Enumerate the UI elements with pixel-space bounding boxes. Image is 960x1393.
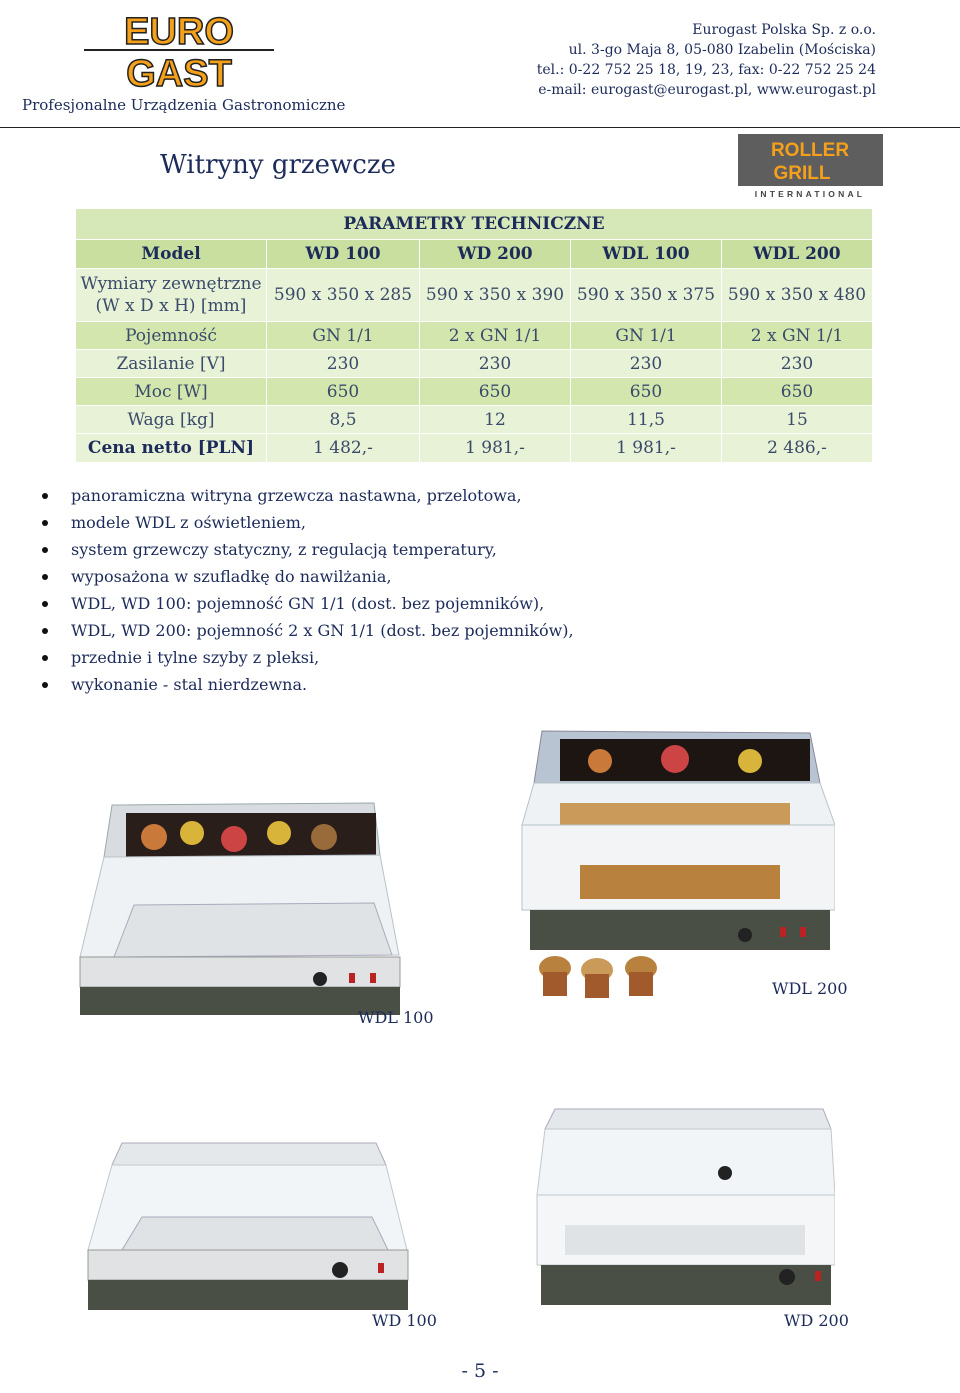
- table-cell: 1 482,-: [267, 434, 420, 463]
- model-header: WDL 200: [722, 240, 873, 269]
- technical-parameters-table: [75, 208, 873, 463]
- table-cell: 590 x 350 x 375: [571, 269, 722, 322]
- row-label-line: (W x D x H) [mm]: [95, 296, 247, 316]
- table-cell: 230: [571, 350, 722, 378]
- row-label: Moc [W]: [76, 378, 267, 406]
- table-heading: PARAMETRY TECHNICZNE: [76, 209, 873, 240]
- model-header: WDL 100: [571, 240, 722, 269]
- roller-grill-logo: [738, 134, 883, 200]
- table-row: [76, 434, 873, 463]
- table-cell: 650: [722, 378, 873, 406]
- row-label: Zasilanie [V]: [76, 350, 267, 378]
- list-item: przednie i tylne szyby z pleksi,: [40, 644, 574, 671]
- list-item: WDL, WD 200: pojemność 2 x GN 1/1 (dost. bez pojemników),: [40, 617, 574, 644]
- table-cell: 1 981,-: [420, 434, 571, 463]
- wdl100-image: [74, 795, 409, 1015]
- table-cell: 15: [722, 406, 873, 434]
- company-address: [537, 20, 876, 100]
- caption-wdl200: WDL 200: [772, 979, 848, 998]
- wdl200-image: [520, 725, 835, 950]
- company-tagline: Profesjonalne Urządzenia Gastronomiczne: [22, 96, 346, 114]
- table-row: [76, 350, 873, 378]
- table-cell: 2 x GN 1/1: [420, 322, 571, 350]
- muffins-image: [535, 950, 670, 1000]
- wd100-image: [82, 1135, 417, 1310]
- list-item: wyposażona w szufladkę do nawilżania,: [40, 563, 574, 590]
- model-header: WD 200: [420, 240, 571, 269]
- list-item: modele WDL z oświetleniem,: [40, 509, 574, 536]
- wd200-image: [535, 1105, 835, 1305]
- roller-grill-logo-top: ROLLER: [770, 140, 850, 161]
- table-cell: GN 1/1: [267, 322, 420, 350]
- table-row: [76, 406, 873, 434]
- table-cell: 2 486,-: [722, 434, 873, 463]
- table-cell: 590 x 350 x 480: [722, 269, 873, 322]
- caption-wdl100: WDL 100: [358, 1008, 434, 1027]
- table-cell: 230: [267, 350, 420, 378]
- page-number: - 5 -: [461, 1360, 499, 1382]
- list-item: WDL, WD 100: pojemność GN 1/1 (dost. bez pojemników),: [40, 590, 574, 617]
- table-cell: 590 x 350 x 285: [267, 269, 420, 322]
- page-title: Witryny grzewcze: [160, 150, 396, 180]
- eurogast-logo: [84, 8, 274, 92]
- feature-list: [40, 482, 574, 698]
- table-cell: 590 x 350 x 390: [420, 269, 571, 322]
- roller-grill-logo-bottom: INTERNATIONAL: [754, 189, 866, 199]
- list-item: panoramiczna witryna grzewcza nastawna, przelotowa,: [40, 482, 574, 509]
- row-label: Waga [kg]: [76, 406, 267, 434]
- model-label: Model: [76, 240, 267, 269]
- company-phone: tel.: 0-22 752 25 18, 19, 23, fax: 0-22 752 25 24: [536, 62, 876, 78]
- table-cell: 11,5: [571, 406, 722, 434]
- page-header: [0, 0, 960, 128]
- list-item: system grzewczy statyczny, z regulacją temperatury,: [40, 536, 574, 563]
- table-row: [76, 378, 873, 406]
- company-street: ul. 3-go Maja 8, 05-080 Izabelin (Mościska): [568, 42, 876, 58]
- table-row: [76, 322, 873, 350]
- table-cell: 230: [420, 350, 571, 378]
- table-cell: 12: [420, 406, 571, 434]
- logo-text-top: EURO: [124, 11, 234, 53]
- caption-wd100: WD 100: [372, 1311, 437, 1330]
- company-email: e-mail: eurogast@eurogast.pl, www.eurogast.pl: [538, 82, 876, 98]
- table-cell: 2 x GN 1/1: [722, 322, 873, 350]
- model-header: WD 100: [267, 240, 420, 269]
- table-cell: 8,5: [267, 406, 420, 434]
- table-cell: GN 1/1: [571, 322, 722, 350]
- row-label: [76, 269, 267, 322]
- roller-grill-logo-mid: GRILL: [773, 163, 831, 184]
- caption-wd200: WD 200: [784, 1311, 849, 1330]
- table-cell: 650: [420, 378, 571, 406]
- list-item: wykonanie - stal nierdzewna.: [40, 671, 574, 698]
- table-cell: 1 981,-: [571, 434, 722, 463]
- table-cell: 650: [267, 378, 420, 406]
- table-row: [76, 269, 873, 322]
- table-cell: 650: [571, 378, 722, 406]
- company-name: Eurogast Polska Sp. z o.o.: [692, 22, 876, 38]
- row-label-line: Wymiary zewnętrzne: [80, 274, 262, 294]
- row-label: Cena netto [PLN]: [76, 434, 267, 463]
- table-cell: 230: [722, 350, 873, 378]
- logo-text-bottom: GAST: [126, 53, 232, 92]
- row-label: Pojemność: [76, 322, 267, 350]
